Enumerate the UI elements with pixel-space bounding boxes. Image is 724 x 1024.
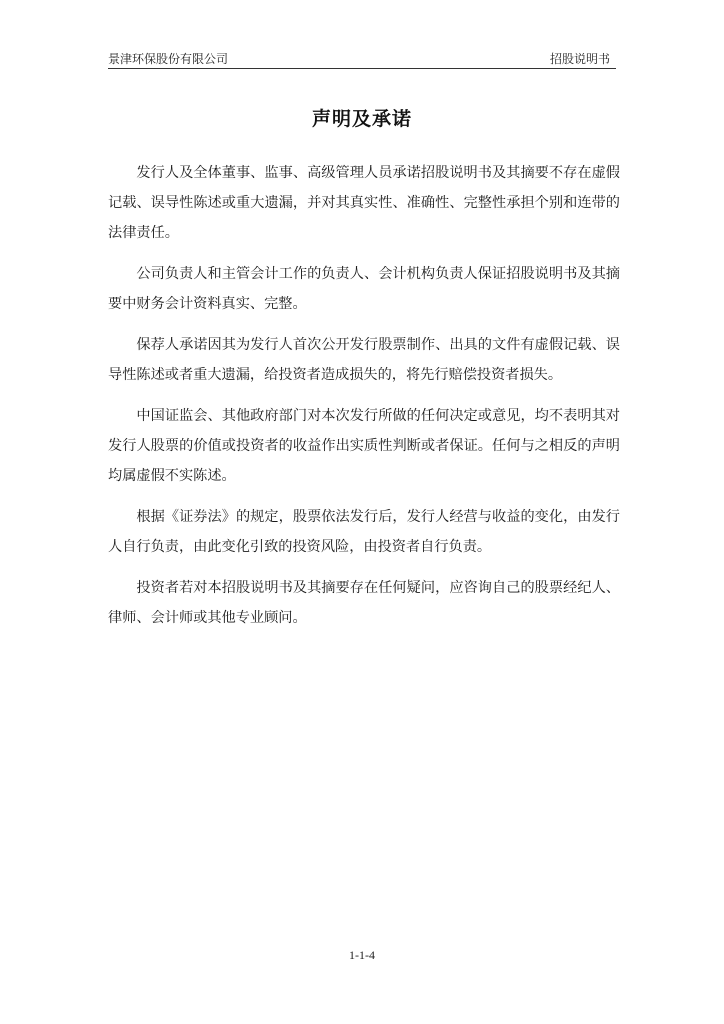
header-document-type: 招股说明书 [549,52,610,66]
paragraph-investment-risk: 根据《证券法》的规定，股票依法发行后，发行人经营与收益的变化，由发行人自行负责，由此变化引致的投资风险，由投资者自行负责。 [108,509,620,555]
page-number: 1-1-4 [349,948,375,962]
paragraph-investor-advice: 投资者若对本招股说明书及其摘要存在任何疑问，应咨询自己的股票经纪人、律师、会计师或其他专业顾问。 [108,580,620,626]
page-header [108,50,616,68]
header-company-name: 景津环保股份有限公司 [108,52,229,66]
paragraph-financial-accuracy: 公司负责人和主管会计工作的负责人、会计机构负责人保证招股说明书及其摘要中财务会计资料真实、完整。 [108,266,620,312]
statement-body [108,158,620,644]
paragraph-issuer-commitment: 发行人及全体董事、监事、高级管理人员承诺招股说明书及其摘要不存在虚假记载、误导性陈述或重大遗漏，并对其真实性、准确性、完整性承担个别和连带的法律责任。 [108,165,620,241]
paragraph-csrc-disclaimer: 中国证监会、其他政府部门对本次发行所做的任何决定或意见，均不表明其对发行人股票的价值或投资者的收益作出实质性判断或者保证。任何与之相反的声明均属虚假不实陈述。 [108,408,620,484]
header-divider [108,68,616,69]
paragraph-sponsor-commitment: 保荐人承诺因其为发行人首次公开发行股票制作、出具的文件有虚假记载、误导性陈述或者重大遗漏，给投资者造成损失的，将先行赔偿投资者损失。 [108,337,620,383]
page-title: 声明及承诺 [311,108,412,130]
